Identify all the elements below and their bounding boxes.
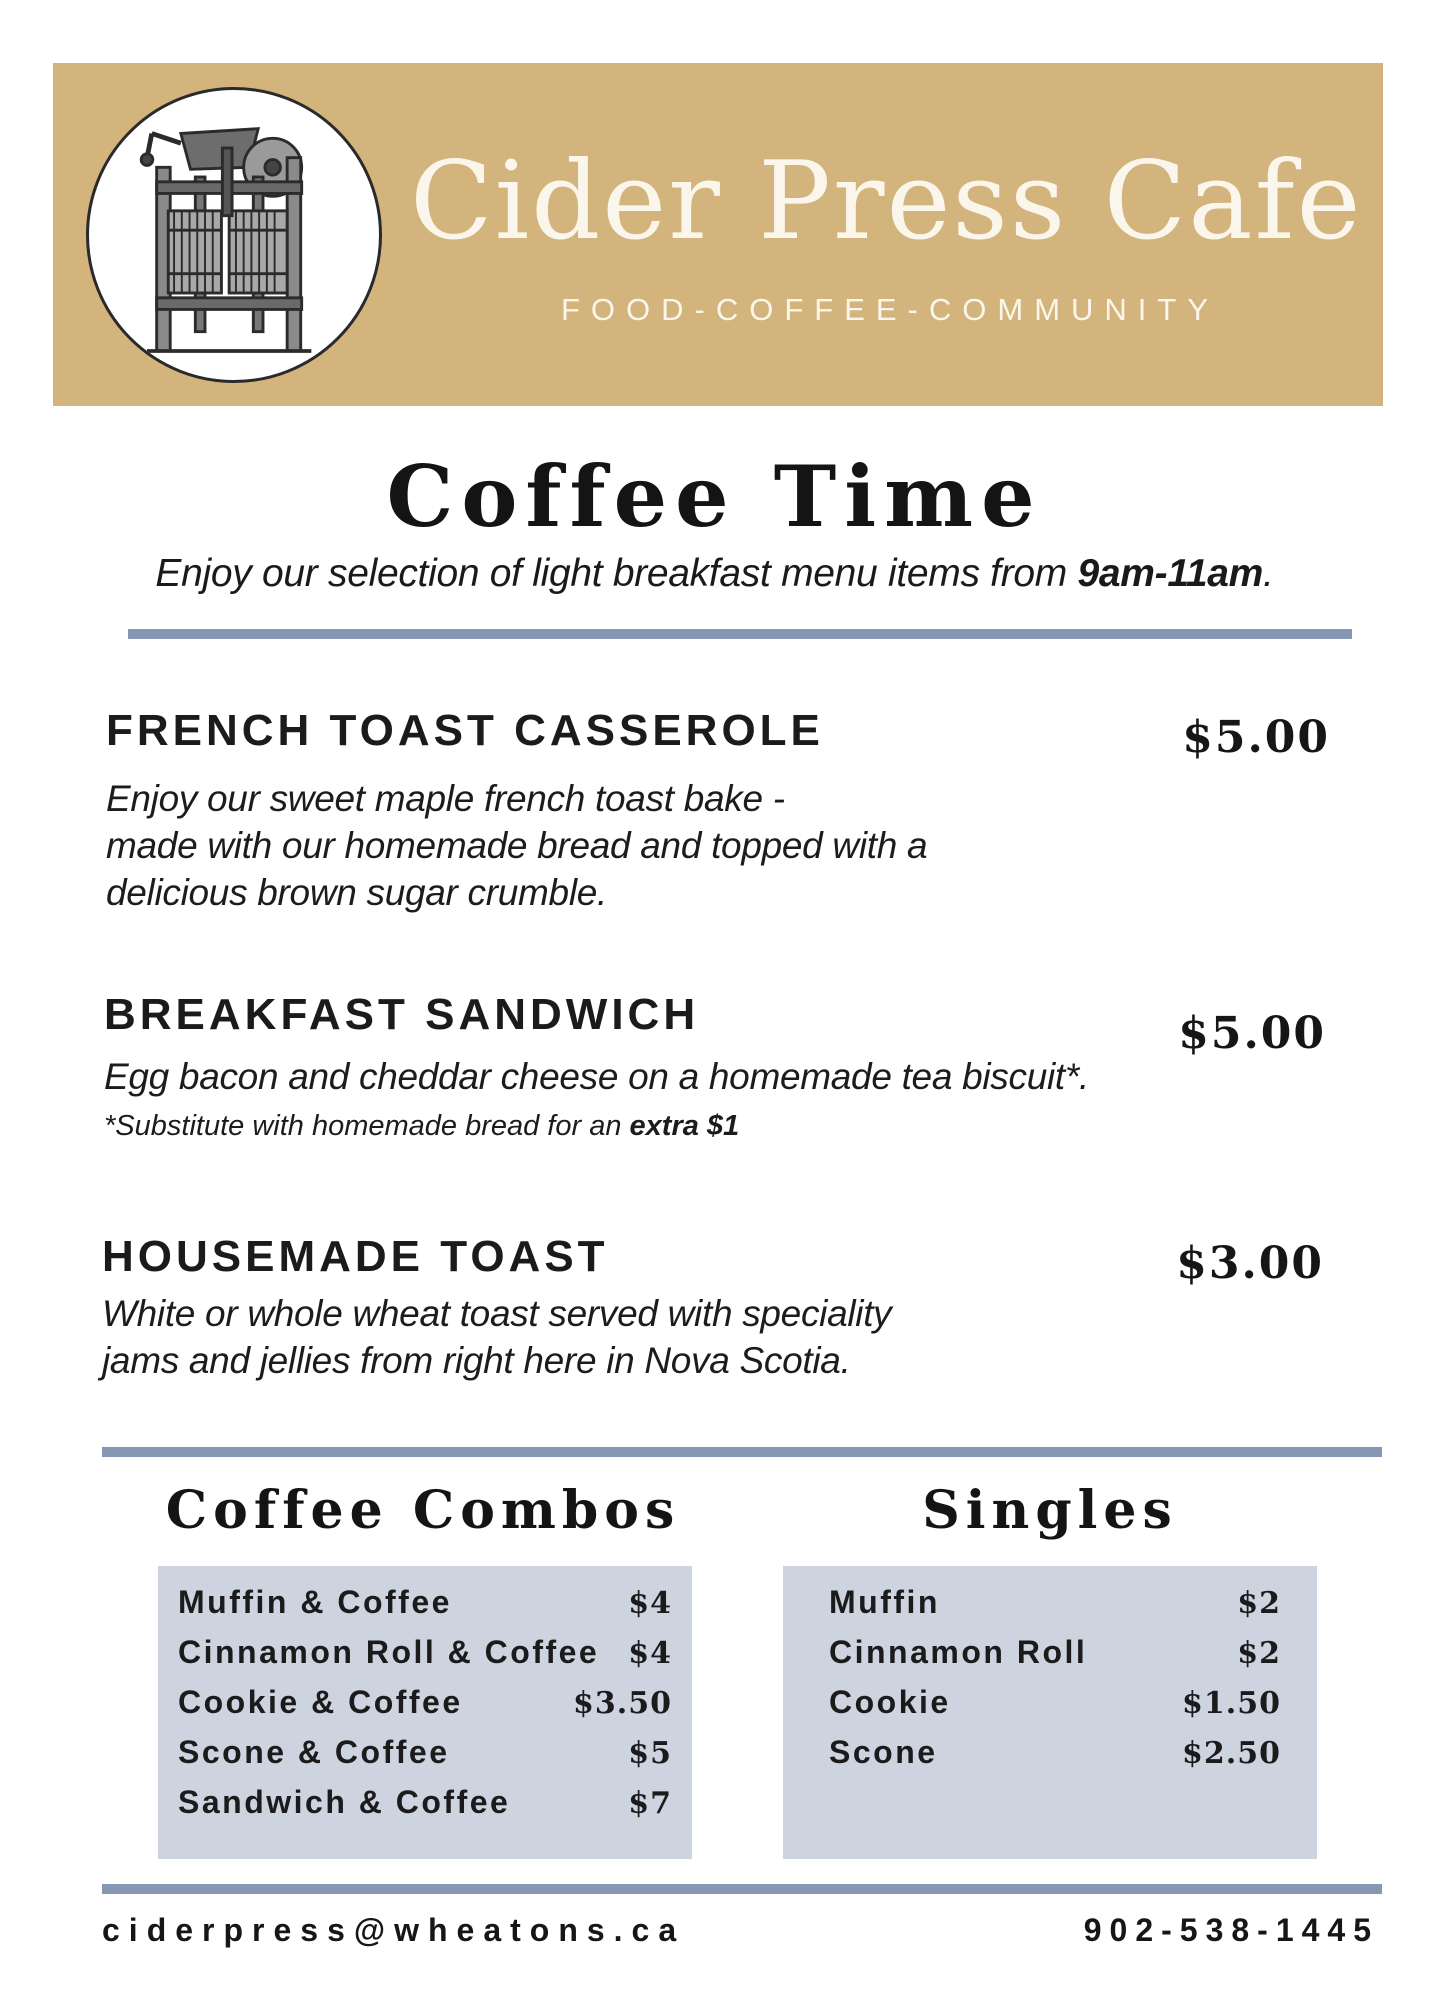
divider-top	[128, 629, 1352, 639]
item-description: Egg bacon and cheddar cheese on a homemade tea biscuit*.	[104, 1056, 1089, 1097]
item-price: $5.00	[1182, 712, 1330, 763]
item-description: White or whole wheat toast served with speciality jams and jellies from right here in Nova Scotia.	[102, 1293, 892, 1381]
list-item	[829, 1584, 1281, 1634]
list-item-price: $4	[628, 1586, 672, 1621]
list-item	[178, 1584, 672, 1634]
item-price: $5.00	[1178, 1008, 1326, 1059]
page-title: Coffee Time	[386, 447, 1043, 546]
list-item	[829, 1684, 1281, 1734]
footer-phone[interactable]: 902-538-1445	[1083, 1912, 1379, 1948]
list-item	[829, 1734, 1281, 1784]
list-item-label: Muffin	[829, 1584, 940, 1620]
cafe-name: Cider Press Cafe	[410, 139, 1363, 264]
combos-heading: Coffee Combos	[165, 1480, 681, 1541]
list-item-label: Cinnamon Roll & Coffee	[178, 1634, 600, 1670]
cider-press-icon	[86, 87, 382, 383]
list-item-label: Cookie	[829, 1684, 951, 1720]
footer-email[interactable]: ciderpress@wheatons.ca	[102, 1912, 686, 1948]
item-price: $3.00	[1176, 1238, 1324, 1289]
item-note	[104, 1110, 739, 1143]
item-description: Enjoy our sweet maple french toast bake - made with our homemade bread and topped with a delicious brown sugar crumble.	[106, 778, 928, 913]
list-item	[178, 1784, 672, 1834]
tagline: FOOD-COFFEE-COMMUNITY	[560, 292, 1220, 327]
list-item-price: $2	[1237, 1586, 1281, 1621]
intro-text-after: .	[1263, 552, 1274, 595]
item-name: HOUSEMADE TOAST	[102, 1232, 609, 1281]
combos-list	[158, 1566, 692, 1859]
list-item-price: $2	[1237, 1636, 1281, 1671]
list-item-label: Cookie & Coffee	[178, 1684, 463, 1720]
list-item-price: $1.50	[1182, 1686, 1281, 1721]
divider-bottom	[102, 1884, 1382, 1894]
intro-text	[0, 552, 1429, 596]
list-item	[178, 1734, 672, 1784]
list-item	[829, 1634, 1281, 1684]
list-item-price: $7	[628, 1786, 672, 1821]
item-note-text: *Substitute with homemade bread for an	[104, 1110, 630, 1142]
singles-list	[783, 1566, 1317, 1859]
list-item-label: Scone & Coffee	[178, 1734, 450, 1770]
singles-heading: Singles	[922, 1480, 1178, 1541]
list-item	[178, 1634, 672, 1684]
list-item-price: $2.50	[1182, 1736, 1281, 1771]
list-item-price: $5	[628, 1736, 672, 1771]
item-name: BREAKFAST SANDWICH	[104, 990, 700, 1039]
list-item-label: Sandwich & Coffee	[178, 1784, 511, 1820]
list-item-label: Cinnamon Roll	[829, 1634, 1088, 1670]
item-note-extra: extra $1	[629, 1110, 740, 1142]
list-item-label: Muffin & Coffee	[178, 1584, 452, 1620]
item-name: FRENCH TOAST CASSEROLE	[106, 706, 824, 755]
intro-hours: 9am-11am	[1077, 552, 1264, 595]
intro-text-before: Enjoy our selection of light breakfast menu items from	[155, 552, 1078, 595]
list-item-price: $3.50	[573, 1686, 672, 1721]
list-item	[178, 1684, 672, 1734]
divider-middle	[102, 1447, 1382, 1457]
list-item-price: $4	[628, 1636, 672, 1671]
list-item-label: Scone	[829, 1734, 938, 1770]
